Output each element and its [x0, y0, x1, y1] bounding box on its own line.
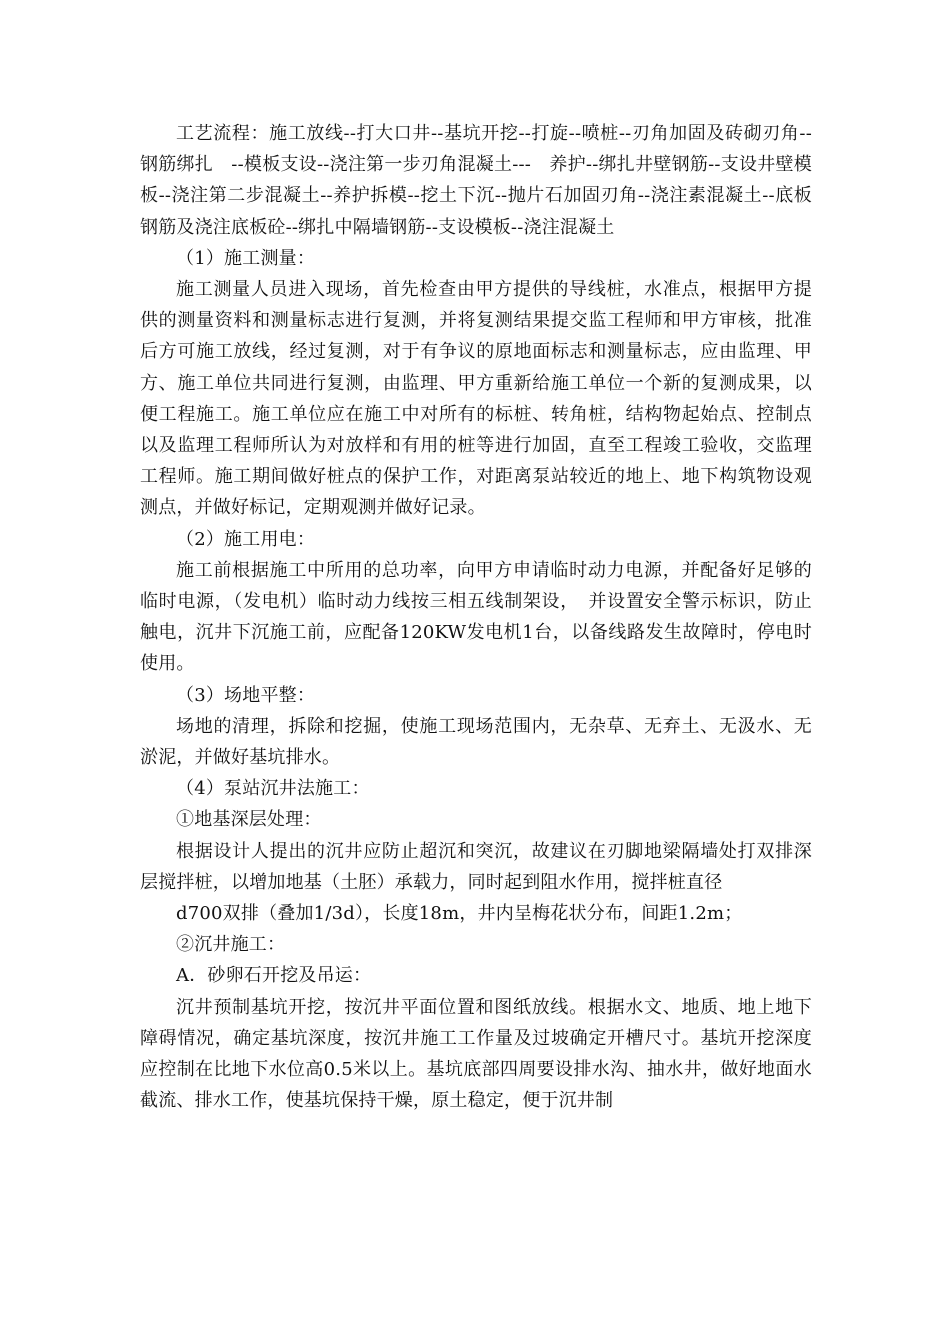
foundation-spec-line: d700双排（叠加1/3d），长度18m，井内呈梅花状分布，间距1.2m； — [176, 903, 743, 925]
foundation-paragraph: 根据设计人提出的沉井应防止超沉和突沉，故建议在刃脚地梁隔墙处打双排深层搅拌桩，以增加地基（土胚）承载力，同时起到阻水作用，搅拌桩直径 — [140, 840, 812, 893]
section-heading-power: （2）施工用电： — [176, 528, 316, 550]
section-heading-caisson: （4）泵站沉井法施工： — [176, 778, 370, 800]
excavation-paragraph: 沉井预制基坑开挖，按沉井平面位置和图纸放线。根据水文、地质、地上地下障碍情况，确定基坑深度，按沉井施工工作量及过坡确定开槽尺寸。基坑开挖深度应控制在比地下水位高0.5米以上。基坑底部四周要设排水沟、抽水井，做好地面水截流、排水工作，使基坑保持干燥，原土稳定，便于沉井制 — [140, 996, 812, 1112]
subsection-heading-foundation: ①地基深层处理： — [176, 809, 322, 831]
item-heading-excavation: A．砂卵石开挖及吊运： — [176, 965, 372, 987]
survey-paragraph: 施工测量人员进入现场，首先检查由甲方提供的导线桩，水准点，根据甲方提供的测量资料和测量标志进行复测，并将复测结果提交监工程师和甲方审核，批准后方可施工放线，经过复测，对于有争议的原地面标志和测量标志，应由监理、甲方、施工单位共同进行复测，由监理、甲方重新给施工单位一个新的复测成果，以便工程施工。施工单位应在施工中对所有的标桩、转角桩，结构物起始点、控制点以及监理工程师所认为对放样和有用的桩等进行加固，直至工程竣工验收，交监理工程师。施工期间做好桩点的保护工作，对距离泵站较近的地上、地下构筑物设观测点，并做好标记，定期观测并做好记录。 — [140, 279, 812, 519]
section-heading-survey: （1）施工测量： — [176, 247, 316, 269]
subsection-heading-caisson-work: ②沉井施工： — [176, 934, 286, 956]
document-page — [140, 118, 812, 1117]
process-flow-paragraph: 工艺流程：施工放线--打大口井--基坑开挖--打旋--喷桩--刃角加固及砖砌刃角--钢筋绑扎 --模板支设--浇注第一步刃角混凝土--- 养护--绑扎井壁钢筋--支设井壁模板--浇注第二步混凝土--养护拆模--挖土下沉--抛片石加固刃角--浇注素混凝土--底板钢筋及浇注底板砼--绑扎中隔墙钢筋--支设模板--浇注混凝土 — [140, 123, 812, 238]
site-leveling-paragraph: 场地的清理，拆除和挖掘，使施工现场范围内，无杂草、无弃土、无汲水、无淤泥，并做好基坑排水。 — [140, 715, 812, 769]
power-paragraph: 施工前根据施工中所用的总功率，向甲方申请临时动力电源，并配备好足够的临时电源，（发电机）临时动力线按三相五线制架设， 并设置安全警示标识，防止触电，沉井下沉施工前，应配备120KW发电机1台，以备线路发生故障时，停电时使用。 — [140, 559, 812, 675]
section-heading-site-leveling: （3）场地平整： — [176, 684, 316, 706]
